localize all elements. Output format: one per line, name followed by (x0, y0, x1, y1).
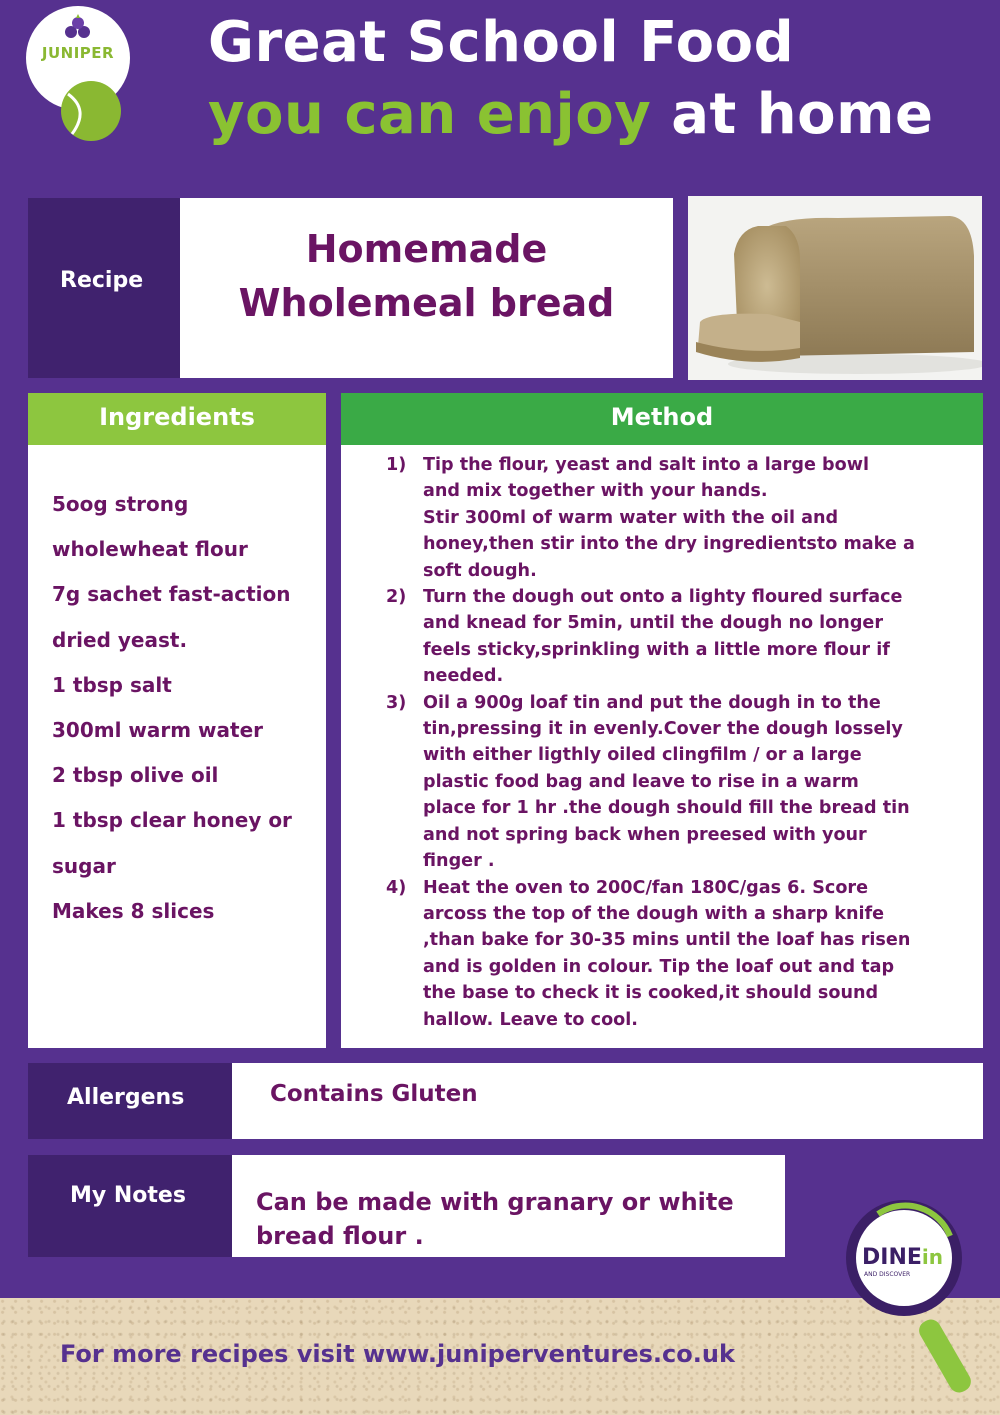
dine-logo-accent: in (921, 1245, 943, 1269)
method-heading: Method (610, 403, 714, 431)
method-step (386, 875, 966, 1033)
method-header (341, 393, 983, 445)
step-line: and mix together with your hands. (423, 481, 768, 502)
step-line: hallow. Leave to cool. (423, 1009, 638, 1030)
method-step (386, 584, 966, 690)
step-line: the base to check it is cooked,it should sound (423, 983, 879, 1004)
step-line: finger . (423, 851, 495, 872)
step-line: plastic food bag and leave to rise in a warm (423, 771, 859, 792)
method-step (386, 452, 966, 584)
step-line: Heat the oven to 200C/fan 180C/gas 6. Score (423, 877, 869, 898)
ingredient-line: sugar (52, 853, 116, 878)
ingredient-line: dried yeast. (52, 627, 188, 652)
notes-label: My Notes (70, 1183, 186, 1208)
step-line: arcoss the top of the dough with a sharp knife (423, 903, 885, 924)
step-line: and knead for 5min, until the dough no longer (423, 613, 884, 634)
ingredient-line: 1 tbsp salt (52, 672, 172, 697)
bread-photo (688, 196, 982, 380)
step-line: Stir 300ml of warm water with the oil and (423, 507, 839, 528)
step-number: 2) (386, 587, 407, 608)
headline-white-text: at home (671, 82, 934, 147)
dine-in-magnifier-logo (838, 1196, 988, 1400)
notes-value (256, 1185, 776, 1253)
ingredients-list (52, 482, 322, 934)
step-number: 4) (386, 877, 407, 898)
step-number: 3) (386, 692, 407, 713)
recipe-title-line-2: Wholemeal bread (238, 281, 615, 325)
step-line: and not spring back when preesed with your (423, 824, 867, 845)
berries-icon (62, 14, 94, 42)
allergens-label: Allergens (67, 1085, 185, 1110)
ingredient-line: 300ml warm water (52, 718, 264, 743)
headline-line-2 (208, 82, 933, 147)
method-steps (386, 452, 966, 1033)
step-line: ,than bake for 30-35 mins until the loaf has risen (423, 930, 911, 951)
notes-line-2: bread flour . (256, 1222, 424, 1250)
step-line: soft dough. (423, 560, 537, 581)
method-step (386, 690, 966, 875)
step-line: feels sticky,sprinkling with a little more flour if (423, 639, 890, 660)
step-line: place for 1 hr .the dough should fill the bread tin (423, 798, 910, 819)
dine-logo-sub: AND DISCOVER (864, 1271, 911, 1278)
ingredient-line: 2 tbsp olive oil (52, 763, 219, 788)
ingredients-heading: Ingredients (99, 403, 255, 431)
step-number: 1) (386, 455, 407, 475)
ingredients-header (28, 393, 326, 445)
allergens-value: Contains Gluten (270, 1081, 478, 1107)
step-line: honey,then stir into the dry ingredientsto make a (423, 534, 915, 555)
step-line: Turn the dough out onto a lighty floured surface (423, 587, 903, 608)
headline-green-text: you can enjoy (208, 82, 652, 147)
ingredient-line: 7g sachet fast-action (52, 582, 291, 607)
headline-line-1: Great School Food (208, 10, 795, 75)
recipe-title (180, 222, 673, 330)
step-line: and is golden in colour. Tip the loaf out and tap (423, 956, 895, 977)
recipe-title-line-1: Homemade (305, 227, 548, 271)
ingredient-line: 5oog strong (52, 492, 189, 516)
ingredient-line: Makes 8 slices (52, 898, 215, 923)
step-line: Tip the flour, yeast and salt into a large bowl (423, 455, 869, 475)
step-line: tin,pressing it in evenly.Cover the dough lossely (423, 719, 903, 740)
recipe-label: Recipe (60, 268, 144, 293)
bread-loaf-image (688, 196, 982, 380)
footer-website-text[interactable]: For more recipes visit www.juniperventures.co.uk (60, 1340, 735, 1368)
step-line: with either ligthly oiled clingfilm / or a large (423, 745, 862, 766)
step-line: needed. (423, 666, 504, 687)
tennis-ball-icon (60, 80, 122, 142)
step-line: Oil a 900g loaf tin and put the dough in to the (423, 692, 881, 713)
notes-line-1: Can be made with granary or white (256, 1188, 734, 1216)
dine-logo-main: DINE (862, 1245, 922, 1270)
svg-text:DINEin (862, 1245, 943, 1270)
ingredient-line: 1 tbsp clear honey or (52, 808, 292, 833)
ingredient-line: wholewheat flour (52, 537, 248, 562)
juniper-logo-text: JUNIPER (41, 44, 115, 62)
